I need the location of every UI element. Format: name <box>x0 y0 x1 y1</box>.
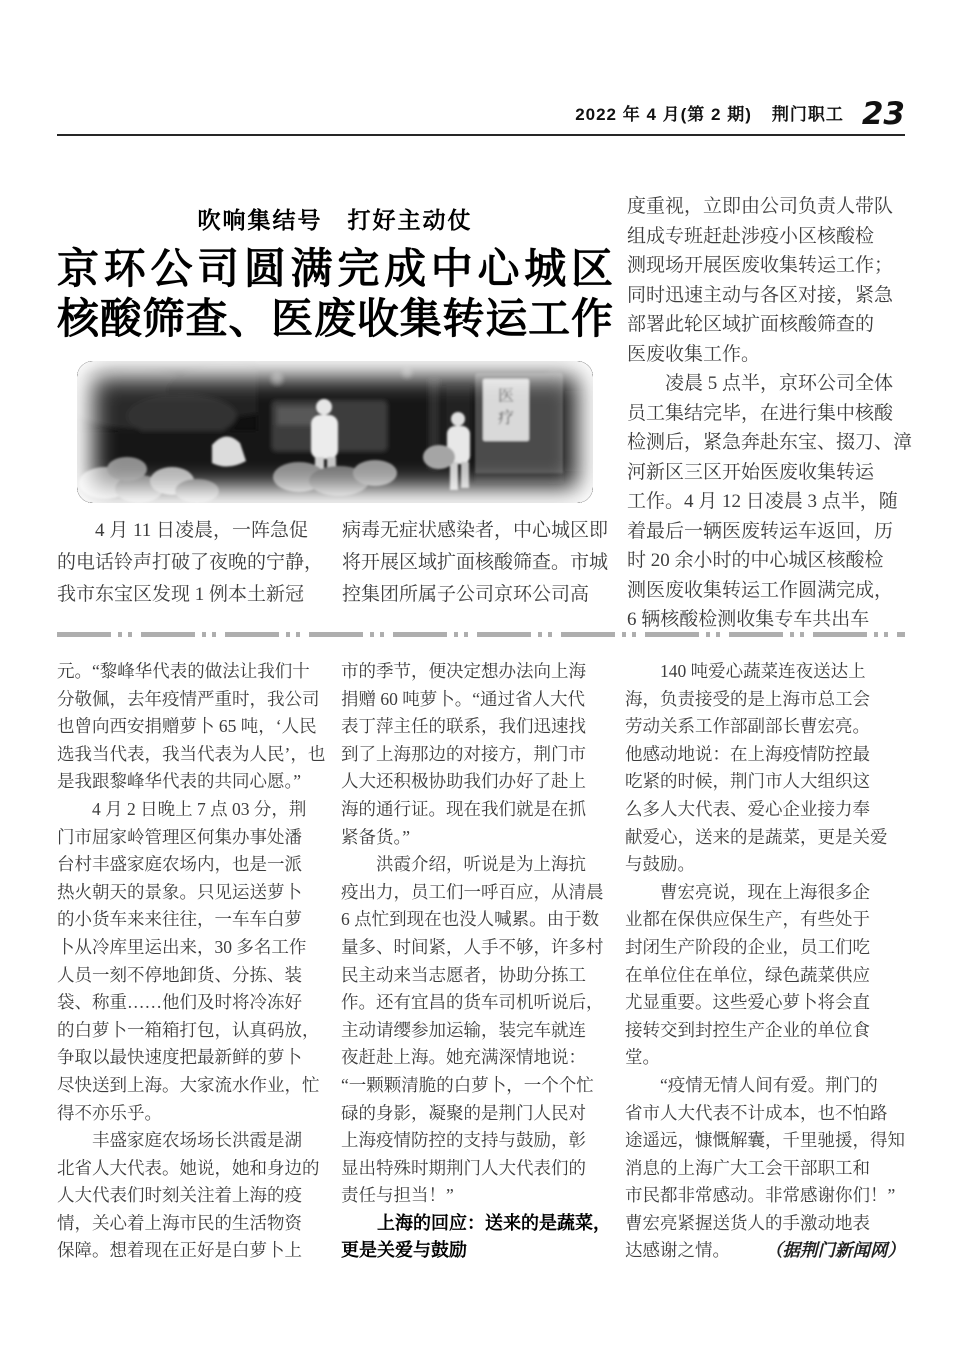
text-line: 上海的回应：送来的是蔬菜， <box>341 1212 611 1233</box>
bottom-article-column-1 <box>57 658 327 1265</box>
text-line: 途遥远，慷慨解囊，千里驰援，得知 <box>625 1130 905 1151</box>
text-line: 测现场开展医废收集转运工作； <box>627 255 894 276</box>
text-line: 碌的身影，凝聚的是荆门人民对 <box>341 1102 586 1123</box>
text-line: 6 点忙到现在也没人喊累。由于数 <box>341 909 600 930</box>
text-line: 控集团所属子公司京环公司高 <box>342 584 590 605</box>
top-article-left-block <box>57 160 613 635</box>
header-rule <box>57 134 905 136</box>
text-line: 4 月 11 日凌晨，一阵急促 <box>57 520 309 541</box>
text-line: “疫情无情人间有爱。荆门的 <box>625 1074 878 1095</box>
text-line: 卜从冷库里运出来，30 多名工作 <box>57 936 307 957</box>
text-line: 选我当代表，我当代表为人民’，也 <box>57 743 326 764</box>
bottom-article-column-2 <box>341 658 611 1265</box>
text-line: 人员一刻不停地卸货、分拣、装 <box>57 964 302 985</box>
text-line: 北省人大代表。她说，她和身边的 <box>57 1157 320 1178</box>
page-number: 23 <box>861 96 905 132</box>
text-line: 人大还积极协助我们办好了赴上 <box>341 771 586 792</box>
text-line: 保障。想着现在正好是白萝卜上 <box>57 1240 302 1261</box>
text-line: 的小货车来来往往，一车车白萝 <box>57 909 302 930</box>
text-line: 门市屈家岭管理区何集办事处潘 <box>57 826 302 847</box>
text-line: 台村丰盛家庭农场内，也是一派 <box>57 854 302 875</box>
text-line: 时 20 余小时的中心城区核酸检 <box>627 550 884 571</box>
text-line: 消息的上海广大工会干部职工和 <box>625 1157 870 1178</box>
text-line: 他感动地说：在上海疫情防控最 <box>625 743 870 764</box>
text-line: 我市东宝区发现 1 例本土新冠 <box>57 584 305 605</box>
text-line: 医废收集工作。 <box>627 343 761 365</box>
text-line: 曹宏亮说，现在上海很多企 <box>625 881 870 902</box>
text-line: 热火朝天的景象。只见运送萝卜 <box>57 881 302 902</box>
text-line: 的白萝卜一箱箱打包，认真码放， <box>57 1019 320 1040</box>
text-line: 京环公司圆满完成中心城区 <box>57 247 613 293</box>
bottom-column-2-body <box>341 658 611 1210</box>
closing-text: 达感谢之情。 <box>625 1240 730 1261</box>
text-line: 在单位住在单位，绿色蔬菜供应 <box>625 964 870 985</box>
text-line: 得不亦乐乎。 <box>57 1102 162 1123</box>
bottom-article <box>57 658 905 1265</box>
issue-date: 2022 年 4 月(第 2 期) <box>575 105 752 124</box>
text-line: 同时迅速主动与各区对接，紧急 <box>627 284 894 306</box>
text-line: “一颗颗清脆的白萝卜，一个个忙 <box>341 1074 594 1095</box>
text-line: 140 吨爱心蔬菜连夜送达上 <box>625 661 866 681</box>
text-line: 核酸筛查、医废收集转运工作 <box>57 297 613 343</box>
text-line: 员工集结完毕，在进行集中核酸 <box>627 402 894 424</box>
text-line: 表丁萍主任的联系，我们迅速找 <box>341 716 586 737</box>
text-line: 紧备货。” <box>341 826 411 847</box>
text-line: 市民都非常感动。非常感谢你们！” <box>625 1185 896 1206</box>
text-line: 4 月 2 日晚上 7 点 03 分，荆 <box>57 798 307 819</box>
text-line: 市的季节，便决定想办法向上海 <box>341 661 586 681</box>
text-line: 海的通行证。现在我们就是在抓 <box>341 798 586 819</box>
text-line: 人大代表们时刻关注着上海的疫 <box>57 1185 302 1206</box>
text-line: 主动请缨参加运输，装完车就连 <box>341 1019 586 1040</box>
text-line: 将开展区域扩面核酸筛查。市城 <box>342 552 609 573</box>
text-line: 海，负责接受的是上海市总工会 <box>625 688 870 709</box>
text-line: 夜赶赴上海。她充满深情地说： <box>341 1047 586 1068</box>
text-line: 丰盛家庭农场场长洪霞是湖 <box>57 1130 302 1151</box>
text-line: 河新区三区开始医废收集转运 <box>627 461 875 483</box>
medical-waste-truck-label-top: 医 <box>497 388 515 405</box>
text-line: 洪霞介绍，听说是为上海抗 <box>341 854 586 875</box>
closing-line <box>625 1237 905 1265</box>
text-line: 封闭生产阶段的企业，员工们吃 <box>625 936 870 957</box>
response-subhead <box>341 1210 611 1265</box>
text-line: 作。还有宜昌的货车司机听说后， <box>341 992 604 1013</box>
bottom-column-3-body <box>625 658 905 1237</box>
top-article <box>57 160 913 635</box>
text-line: 争取以最快速度把最新鲜的萝卜 <box>57 1047 302 1068</box>
text-line: 吃紧的时候，荆门市人大组织这 <box>625 771 870 792</box>
text-line: 也曾向西安捐赠萝卜 65 吨，‘人民 <box>57 716 317 737</box>
top-article-column-3 <box>627 160 913 635</box>
text-line: 尽快送到上海。大家流水作业，忙 <box>57 1074 320 1095</box>
text-line: 劳动关系工作部副部长曹宏亮。 <box>625 716 870 737</box>
text-line: 业都在保供应保生产，有些处于 <box>625 909 870 930</box>
text-line: 责任与担当！” <box>341 1185 454 1206</box>
text-line: 上海疫情防控的支持与鼓励，彰 <box>341 1130 586 1151</box>
medical-waste-truck-label-bottom: 疗 <box>497 410 515 427</box>
text-line: 疫出力，员工们一呼百应，从清晨 <box>341 881 604 902</box>
text-line: 分敬佩，去年疫情严重时，我公司 <box>57 688 320 709</box>
article-kicker: 吹响集结号 打好主动仗 <box>197 207 473 233</box>
text-line: 与鼓励。 <box>625 854 695 875</box>
text-line: 显出特殊时期荆门人大代表们的 <box>341 1157 586 1178</box>
text-line: 凌晨 5 点半，京环公司全体 <box>627 373 894 394</box>
text-line: 检测后，紧急奔赴东宝、掇刀、漳 <box>627 432 913 453</box>
text-line: 元。“黎峰华代表的做法让我们十 <box>57 661 310 681</box>
text-line: 曹宏亮紧握送货人的手激动地表 <box>625 1212 870 1233</box>
text-line: 病毒无症状感染者，中心城区即 <box>342 520 609 541</box>
text-line: 部署此轮区域扩面核酸筛查的 <box>627 314 875 335</box>
bottom-article-column-3 <box>625 658 905 1265</box>
text-line: 组成专班赶赴涉疫小区核酸检 <box>627 225 875 247</box>
night-scene-illustration <box>77 361 593 503</box>
article-title <box>57 245 613 345</box>
section-divider <box>57 632 905 637</box>
top-article-column-1 <box>57 515 328 611</box>
source-credit: （据荆门新闻网） <box>765 1240 905 1261</box>
text-line: 袋、称重……他们及时将冷冻好 <box>57 992 302 1013</box>
text-line: 民主动来当志愿者，协助分拣工 <box>341 964 586 985</box>
text-line: 度重视，立即由公司负责人带队 <box>627 196 894 217</box>
text-line: 接转交到封控生产企业的单位食 <box>625 1019 870 1040</box>
magazine-title: 荆门职工 <box>771 105 844 124</box>
text-line: 的电话铃声打破了夜晚的宁静， <box>57 552 324 573</box>
text-line: 6 辆核酸检测收集专车共出车 <box>627 609 870 630</box>
text-line: 捐赠 60 吨萝卜。“通过省人大代 <box>341 688 586 709</box>
text-line: 情，关心着上海市民的生活物资 <box>57 1212 302 1233</box>
text-line: 尤显重要。这些爱心萝卜将会直 <box>625 992 870 1013</box>
page-header <box>57 96 905 132</box>
text-line: 么多人大代表、爱心企业接力奉 <box>625 798 870 819</box>
article-photo <box>77 361 593 503</box>
text-line: 省市人大代表不计成本，也不怕路 <box>625 1102 888 1123</box>
text-line: 更是关爱与鼓励 <box>341 1240 467 1261</box>
text-line: 着最后一辆医废转运车返回，历 <box>627 520 894 542</box>
text-line: 工作。4 月 12 日凌晨 3 点半，随 <box>627 491 898 512</box>
text-line: 堂。 <box>625 1047 660 1068</box>
text-line: 量多、时间紧，人手不够，许多村 <box>341 936 604 957</box>
text-line: 测医废收集转运工作圆满完成， <box>627 579 894 601</box>
top-article-columns <box>57 515 613 611</box>
text-line: 是我跟黎峰华代表的共同心愿。” <box>57 771 302 792</box>
top-article-column-2 <box>342 515 613 611</box>
text-line: 到了上海那边的对接方，荆门市 <box>341 743 586 764</box>
text-line: 献爱心，送来的是蔬菜，更是关爱 <box>625 826 888 847</box>
